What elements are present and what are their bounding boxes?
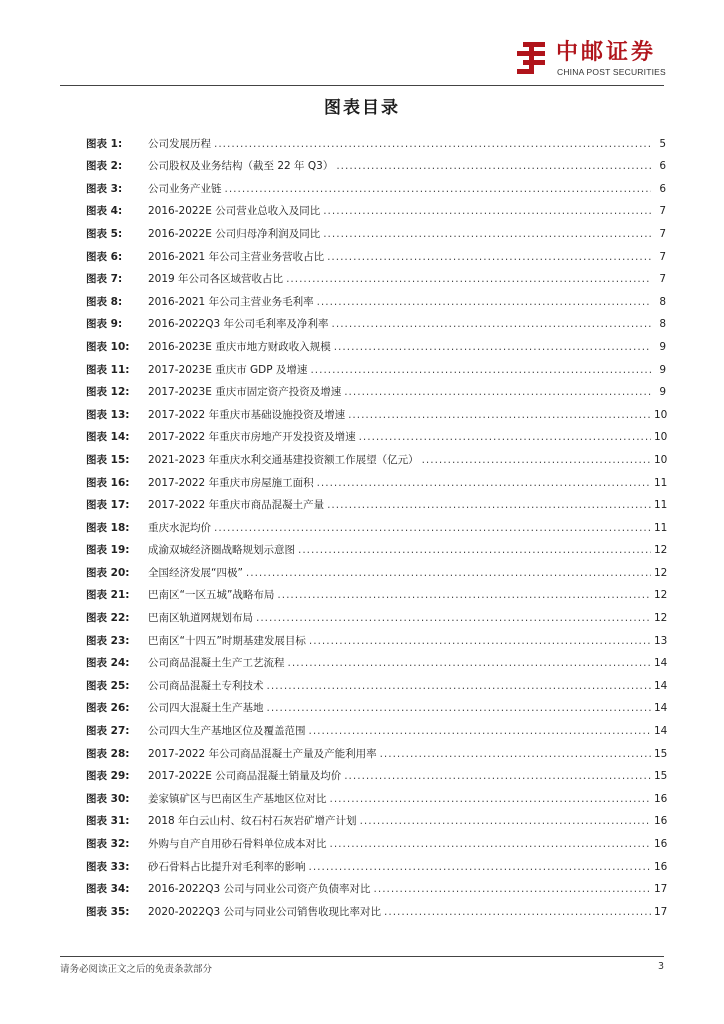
toc-entry-page: 15: [654, 770, 668, 783]
toc-leader-dots: [330, 792, 652, 806]
toc-entry-text: 公司业务产业链: [148, 182, 222, 195]
toc-entry-text: 2016-2022Q3 公司与同业公司资产负债率对比: [148, 883, 371, 896]
toc-entry[interactable]: [86, 331, 666, 354]
toc-leader-dots: [327, 250, 651, 264]
toc-entry-page: 7: [659, 250, 666, 263]
toc-entry-text: 全国经济发展“四极”: [148, 566, 243, 579]
toc-entry[interactable]: [86, 218, 666, 241]
toc-entry-label: 图表 32:: [86, 838, 130, 850]
toc-entry-text: 2019 年公司各区域营收占比: [148, 273, 284, 286]
footer-disclaimer-note: 请务必阅读正文之后的免责条款部分: [60, 964, 213, 975]
toc-leader-dots: [422, 453, 651, 467]
toc-entry-text: 2016-2021 年公司主营业务毛利率: [148, 295, 314, 308]
toc-entry-text: 2016-2022E 公司归母净利润及同比: [148, 227, 321, 240]
toc-title: 图表目录: [324, 98, 400, 118]
toc-entry-label: 图表 15:: [86, 453, 130, 466]
toc-entry[interactable]: [86, 851, 666, 874]
toc-entry-page: 7: [659, 205, 666, 218]
toc-leader-dots: [288, 656, 652, 670]
toc-entry-text: 巴南区“一区五城”战略布局: [148, 589, 275, 602]
toc-entry-page: 5: [659, 137, 666, 150]
toc-entry-text: 2017-2022E 公司商品混凝土销量及均价: [148, 770, 342, 783]
toc-entry[interactable]: [86, 444, 666, 467]
toc-entry[interactable]: [86, 874, 666, 897]
toc-leader-dots: [317, 476, 651, 490]
toc-leader-dots: [374, 882, 651, 896]
toc-entry-label: 图表 33:: [86, 860, 130, 873]
toc-entry-label: 图表 10:: [86, 340, 130, 353]
toc-leader-dots: [310, 363, 651, 377]
toc-entry-label: 图表 23:: [86, 634, 130, 647]
toc-entry[interactable]: [86, 173, 666, 196]
toc-entry-text: 2017-2023E 重庆市固定资产投资及增速: [148, 386, 342, 399]
toc-entry-label: 图表 7:: [86, 273, 123, 286]
toc-entry-page: 11: [654, 476, 668, 489]
toc-entry-text: 姜家镇矿区与巴南区生产基地区位对比: [148, 792, 327, 805]
toc-entry-text: 2017-2022 年重庆市基础设施投资及增速: [148, 408, 346, 421]
toc-leader-dots: [360, 814, 651, 828]
toc-leader-dots: [298, 543, 651, 557]
toc-entry-label: 图表 13:: [86, 408, 130, 421]
toc-entry[interactable]: [86, 241, 666, 264]
toc-entry-text: 2017-2022 年重庆市商品混凝土产量: [148, 499, 325, 512]
toc-entry-text: 2017-2022 年重庆市房屋施工面积: [148, 476, 314, 489]
toc-entry[interactable]: [86, 286, 666, 309]
toc-entry[interactable]: [86, 783, 666, 806]
toc-entry[interactable]: [86, 354, 666, 377]
brand-name-cn: 中邮证券: [556, 40, 657, 65]
toc-entry-label: 图表 8:: [86, 295, 123, 308]
toc-entry-label: 图表 2:: [86, 160, 123, 173]
toc-entry[interactable]: [86, 625, 666, 648]
toc-entry-text: 2020-2022Q3 公司与同业公司销售收现比率对比: [148, 905, 382, 918]
toc-entry-page: 11: [654, 499, 668, 512]
toc-entry-text: 公司发展历程: [148, 137, 211, 150]
toc-entry-page: 14: [654, 657, 668, 670]
toc-entry-text: 2021-2023 年重庆水利交通基建投资额工作展望（亿元）: [148, 453, 419, 466]
china-post-logo-icon: [514, 40, 548, 76]
toc-entry[interactable]: [86, 467, 666, 490]
toc-entry-page: 14: [654, 702, 668, 715]
toc-leader-dots: [344, 769, 651, 783]
toc-entry-page: 13: [654, 634, 668, 647]
toc-entry-text: 砂石骨料占比提升对毛利率的影响: [148, 860, 306, 873]
toc-entry-label: 图表 20:: [86, 566, 130, 579]
toc-entry-text: 重庆水泥均价: [148, 521, 211, 534]
toc-entry[interactable]: [86, 309, 666, 332]
toc-entry-label: 图表 19:: [86, 544, 130, 557]
toc-entry[interactable]: [86, 128, 666, 151]
toc-entry-label: 图表 17:: [86, 499, 130, 512]
toc-entry-page: 10: [654, 453, 668, 466]
toc-leader-dots: [309, 724, 652, 738]
toc-leader-dots: [323, 204, 651, 218]
toc-entry-text: 公司四大生产基地区位及覆盖范围: [148, 725, 306, 738]
toc-entry[interactable]: [86, 151, 666, 174]
toc-entry-label: 图表 4:: [86, 205, 123, 218]
toc-entry-page: 9: [659, 363, 666, 376]
toc-entry-text: 公司四大混凝土生产基地: [148, 702, 264, 715]
toc-entry-page: 8: [659, 318, 666, 331]
toc-entry-label: 图表 25:: [86, 679, 130, 692]
toc-entry-text: 公司股权及业务结构（截至 22 年 Q3）: [148, 160, 334, 173]
toc-entry-label: 图表 11:: [86, 363, 130, 376]
toc-entry-page: 17: [654, 905, 668, 918]
toc-entry-label: 图表 9:: [86, 318, 123, 331]
toc-entry-label: 图表 6:: [86, 250, 123, 263]
toc-entry-text: 成渝双城经济圈战略规划示意图: [148, 544, 295, 557]
toc-entry-page: 14: [654, 725, 668, 738]
toc-entry-page: 15: [654, 747, 668, 760]
page-number: 3: [657, 961, 664, 972]
toc-entry-page: 12: [654, 566, 668, 579]
toc-entry-label: 图表 31:: [86, 815, 130, 828]
toc-list: [86, 128, 666, 919]
toc-entry-label: 图表 3:: [86, 182, 123, 195]
toc-entry[interactable]: [86, 580, 666, 603]
toc-leader-dots: [286, 272, 651, 286]
toc-entry[interactable]: [86, 490, 666, 513]
toc-entry[interactable]: [86, 512, 666, 535]
toc-entry-label: 图表 28:: [86, 747, 130, 760]
toc-entry[interactable]: [86, 196, 666, 219]
toc-leader-dots: [359, 430, 651, 444]
toc-entry-text: 2017-2023E 重庆市 GDP 及增速: [148, 363, 308, 376]
toc-entry-page: 7: [659, 227, 666, 240]
toc-entry-label: 图表 18:: [86, 521, 130, 534]
toc-entry-label: 图表 1:: [86, 137, 123, 150]
toc-entry[interactable]: [86, 806, 666, 829]
toc-entry[interactable]: [86, 670, 666, 693]
toc-entry-text: 2017-2022 年重庆市房地产开发投资及增速: [148, 431, 356, 444]
toc-leader-dots: [384, 905, 651, 919]
toc-leader-dots: [246, 566, 651, 580]
toc-entry-page: 12: [654, 589, 668, 602]
toc-entry-page: 16: [654, 815, 668, 828]
toc-entry-page: 16: [654, 792, 668, 805]
toc-entry-page: 12: [654, 612, 668, 625]
toc-entry-text: 公司商品混凝土专利技术: [148, 679, 264, 692]
footer-divider: [60, 956, 664, 957]
toc-entry-label: 图表 14:: [86, 431, 130, 444]
toc-entry-text: 2016-2022E 公司营业总收入及同比: [148, 205, 321, 218]
toc-entry-text: 巴南区轨道网规划布局: [148, 612, 253, 625]
toc-entry[interactable]: [86, 828, 666, 851]
toc-entry-label: 图表 22:: [86, 612, 130, 625]
toc-entry-label: 图表 29:: [86, 770, 130, 783]
toc-entry-page: 10: [654, 431, 668, 444]
toc-leader-dots: [327, 498, 651, 512]
toc-entry-text: 2018 年白云山村、纹石村石灰岩矿增产计划: [148, 815, 357, 828]
header-divider: [60, 85, 664, 86]
toc-entry-label: 图表 34:: [86, 883, 130, 896]
toc-entry[interactable]: [86, 535, 666, 558]
toc-leader-dots: [323, 227, 651, 241]
toc-leader-dots: [214, 521, 651, 535]
toc-leader-dots: [348, 408, 651, 422]
toc-entry-page: 9: [659, 340, 666, 353]
toc-entry[interactable]: [86, 738, 666, 761]
toc-entry-text: 2016-2023E 重庆市地方财政收入规模: [148, 340, 331, 353]
toc-entry-label: 图表 16:: [86, 476, 130, 489]
toc-entry-text: 巴南区“十四五”时期基建发展目标: [148, 634, 306, 647]
toc-entry-label: 图表 24:: [86, 657, 130, 670]
brand-name-en: CHINA POST SECURITIES: [557, 67, 666, 77]
toc-leader-dots: [225, 182, 652, 196]
toc-entry-page: 9: [659, 386, 666, 399]
toc-leader-dots: [317, 295, 651, 309]
toc-entry[interactable]: [86, 602, 666, 625]
toc-entry[interactable]: [86, 715, 666, 738]
toc-entry-page: 17: [654, 883, 668, 896]
toc-entry-label: 图表 12:: [86, 386, 130, 399]
toc-entry-label: 图表 26:: [86, 702, 130, 715]
toc-leader-dots: [332, 317, 651, 331]
toc-leader-dots: [344, 385, 651, 399]
toc-entry-label: 图表 21:: [86, 589, 130, 602]
toc-entry-label: 图表 5:: [86, 227, 123, 240]
toc-entry[interactable]: [86, 264, 666, 287]
toc-entry[interactable]: [86, 377, 666, 400]
toc-entry-page: 8: [659, 295, 666, 308]
toc-entry-page: 12: [654, 544, 668, 557]
toc-entry-label: 图表 35:: [86, 905, 130, 918]
toc-entry-page: 10: [654, 408, 668, 421]
toc-leader-dots: [330, 837, 652, 851]
toc-entry-text: 2017-2022 年公司商品混凝土产量及产能利用率: [148, 747, 377, 760]
toc-entry-page: 16: [654, 860, 668, 873]
toc-entry-page: 6: [659, 160, 666, 173]
toc-entry[interactable]: [86, 693, 666, 716]
toc-leader-dots: [214, 137, 651, 151]
page-header: [0, 0, 724, 86]
toc-entry[interactable]: [86, 399, 666, 422]
toc-leader-dots: [334, 340, 651, 354]
toc-entry[interactable]: [86, 648, 666, 671]
toc-entry-text: 2016-2022Q3 年公司毛利率及净利率: [148, 318, 329, 331]
toc-entry[interactable]: [86, 896, 666, 919]
toc-entry-text: 外购与自产自用砂石骨料单位成本对比: [148, 838, 327, 850]
toc-entry-label: 图表 27:: [86, 725, 130, 738]
toc-entry-text: 公司商品混凝土生产工艺流程: [148, 657, 285, 670]
toc-leader-dots: [309, 860, 652, 874]
toc-entry-label: 图表 30:: [86, 792, 130, 805]
toc-leader-dots: [336, 159, 651, 173]
toc-leader-dots: [380, 747, 651, 761]
toc-leader-dots: [256, 611, 651, 625]
toc-entry[interactable]: [86, 422, 666, 445]
toc-entry-text: 2016-2021 年公司主营业务营收占比: [148, 250, 325, 263]
toc-entry-page: 6: [659, 182, 666, 195]
toc-entry-page: 16: [654, 838, 668, 850]
toc-entry-page: 11: [654, 521, 668, 534]
toc-entry-page: 7: [659, 273, 666, 286]
toc-entry-page: 14: [654, 679, 668, 692]
toc-leader-dots: [267, 701, 652, 715]
toc-leader-dots: [277, 588, 651, 602]
toc-entry[interactable]: [86, 557, 666, 580]
toc-entry[interactable]: [86, 761, 666, 784]
toc-leader-dots: [309, 634, 651, 648]
toc-leader-dots: [267, 679, 652, 693]
